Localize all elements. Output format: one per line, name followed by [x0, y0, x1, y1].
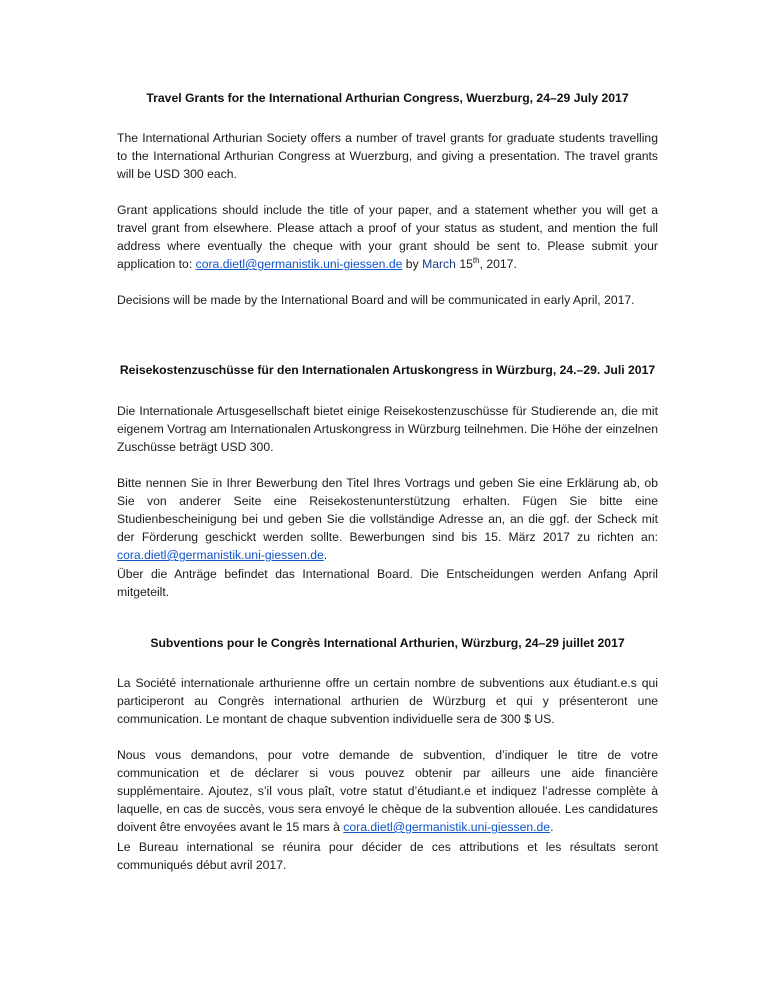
english-email-link[interactable]: cora.dietl@germanistik.uni-giessen.de: [195, 257, 403, 271]
french-paragraph-2: [117, 746, 658, 836]
english-day-text: 15: [455, 257, 473, 271]
german-paragraph-2-text: Bitte nennen Sie in Ihrer Bewerbung den Titel Ihres Vortrags und geben Sie eine Erklärung ab, ob Sie von anderer Seite eine Reisekostenunterstützung erhalten. Fügen Sie bitte eine Studienbescheinigung bei und geben Sie die vollständige Adresse an, an die ggf. der Scheck mit der Förderung geschickt werden sollte. Bewerbungen sind bis 15. März 2017 zu richten an:: [117, 476, 658, 544]
french-title: Subventions pour le Congrès International Arthurien, Würzburg, 24–29 juillet 2017: [150, 636, 625, 650]
german-title: Reisekostenzuschüsse für den Internationalen Artuskongress in Würzburg, 24.–29. Juli 2017: [119, 363, 656, 377]
german-email-link[interactable]: cora.dietl@germanistik.uni-giessen.de: [117, 548, 324, 562]
german-paragraph-1: Die Internationale Artusgesellschaft bietet einige Reisekostenzuschüsse für Studierende an, die mit eigenem Vortrag am Internationalen Artuskongress in Würzburg teilnehmen. Die Höhe der einzelnen Zuschüsse beträgt USD 300.: [117, 404, 658, 454]
english-paragraph-1: The International Arthurian Society offers a number of travel grants for graduate students travelling to the International Arthurian Congress at Wuerzburg, and giving a presentation. The travel grants will be USD 300 each.: [117, 131, 658, 181]
english-title: Travel Grants for the International Arthurian Congress, Wuerzburg, 24–29 July 2017: [146, 91, 629, 105]
french-paragraph-1: La Société internationale arthurienne offre un certain nombre de subventions aux étudiant.e.s qui participeront au Congrès international arthurien de Würzburg et qui y présenteront une communication. Le montant de chaque subvention individuelle sera de 300 $ US.: [117, 676, 658, 726]
english-by-text: by: [402, 257, 423, 271]
english-paragraph-3: Decisions will be made by the International Board and will be communicated in early April, 2017.: [117, 293, 635, 307]
french-email-link[interactable]: cora.dietl@germanistik.uni-giessen.de: [343, 820, 551, 834]
french-period: .: [550, 820, 554, 834]
english-paragraph-2: [117, 201, 658, 273]
german-period: .: [323, 548, 328, 562]
german-paragraph-2: [117, 474, 658, 564]
german-paragraph-3: Über die Anträge befindet das International Board. Die Entscheidungen werden Anfang April mitgeteilt.: [117, 567, 658, 599]
french-paragraph-2-text: Nous vous demandons, pour votre demande de subvention, d’indiquer le titre de votre communication et de déclarer si vous pouvez obtenir par ailleurs une aide financière supplémentaire. Ajoutez, s’il vous plaît, votre statut d’étudiant.e et indiquez l’adresse complète à laquelle, en cas de succès, vous sera envoyé le chèque de la subvention allouée. Les candidatures doivent être envoyées avant le 15 mars à: [117, 748, 658, 834]
english-day-suffix: th: [472, 255, 480, 265]
english-paragraph-2-text: Grant applications should include the title of your paper, and a statement whether you will get a travel grant from elsewhere. Please attach a proof of your status as student, and mention the full address where eventually the cheque with your grant should be sent to. Please submit your application to:: [117, 203, 658, 271]
french-paragraph-3: Le Bureau international se réunira pour décider de ces attributions et les résultats seront communiqués début avril 2017.: [117, 840, 658, 872]
english-month-text: March: [422, 257, 456, 271]
english-year-text: , 2017.: [479, 257, 517, 271]
